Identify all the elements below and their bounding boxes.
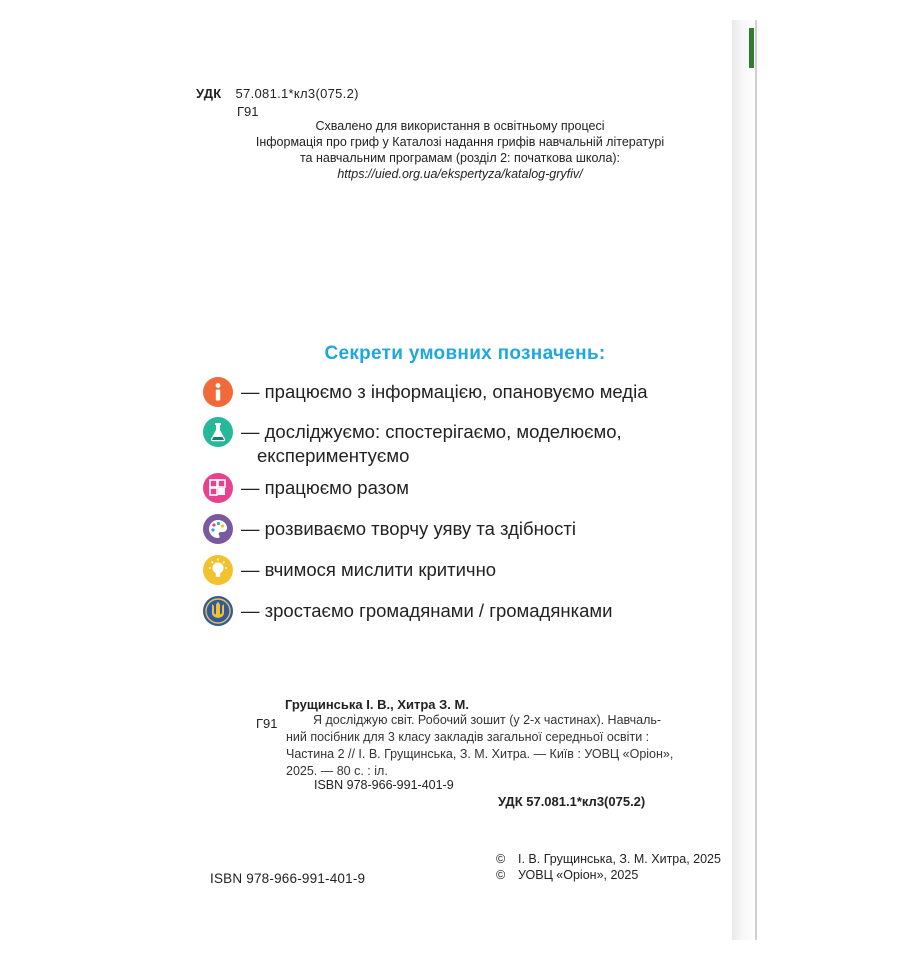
legend-text-info: — працюємо з інформацією, опановуємо медіа (241, 381, 648, 402)
bib-author: Грущинська І. В., Хитра З. М. (285, 697, 469, 712)
legend-text-together: — працюємо разом (241, 477, 409, 498)
bib-description (286, 712, 686, 780)
legend-text-research (241, 417, 622, 468)
g91-code: Г91 (237, 104, 259, 119)
approval-line-3: та навчальним програмам (розділ 2: початкова школа): (299, 151, 621, 165)
bib-line-1: Я досліджую світ. Робочий зошит (у 2-х частинах). Навчаль- (313, 713, 662, 727)
legend-text-citizens: — зростаємо громадянами / громадянками (241, 600, 613, 621)
approval-line-1: Схвалено для використання в освітньому процесі (315, 119, 605, 133)
bib-line-4: 2025. — 80 с. : іл. (286, 764, 388, 778)
catalog-url-link[interactable]: https://uied.org.ua/ekspertyza/katalog-gryfiv/ (337, 167, 583, 181)
legend-text-critical: — вчимося мислити критично (241, 559, 497, 580)
approval-line-2: Інформація про гриф у Каталозі надання грифів навчальній літературі (255, 135, 665, 149)
udk-code: 57.081.1*кл3(075.2) (235, 86, 359, 101)
info-icon (203, 377, 233, 407)
green-tab-marker (749, 28, 754, 68)
legend-item-research (203, 417, 723, 468)
legend-text-research-line1: — досліджуємо: спостерігаємо, моделюємо, (241, 421, 622, 442)
copyright-symbol: © (496, 852, 506, 866)
copyright-authors-text: І. В. Грущинська, З. М. Хитра, 2025 (518, 852, 721, 866)
legend-item-critical (203, 555, 723, 585)
copyright-authors (496, 852, 721, 866)
legend-text-creativity: — розвиваємо творчу уяву та здібності (241, 518, 576, 539)
bib-line-2: ний посібник для 3 класу закладів загальної середньої освіти : (286, 730, 650, 744)
bib-g91-code: Г91 (256, 716, 278, 731)
legend-item-together (203, 473, 723, 503)
legend-item-citizens (203, 596, 723, 626)
legend-item-creativity (203, 514, 723, 544)
puzzle-icon (203, 473, 233, 503)
legend-text-research-line2: експериментуємо (257, 445, 410, 466)
bib-line-3: Частина 2 // І. В. Грущинська, З. М. Хитра. — Київ : УОВЦ «Оріон», (286, 747, 674, 761)
page-edge-line (755, 20, 757, 940)
copyright-publisher (496, 868, 638, 882)
lightbulb-icon (203, 555, 233, 585)
bib-isbn: ISBN 978-966-991-401-9 (314, 778, 454, 792)
flask-icon (203, 417, 233, 447)
copyright-publisher-text: УОВЦ «Оріон», 2025 (518, 868, 639, 882)
udk-header (196, 86, 359, 101)
isbn-bottom: ISBN 978-966-991-401-9 (210, 871, 366, 886)
page-edge-shadow (732, 20, 756, 940)
palette-icon (203, 514, 233, 544)
legend-item-info (203, 377, 723, 407)
trident-icon (203, 596, 233, 626)
bib-udk: УДК 57.081.1*кл3(075.2) (498, 794, 646, 809)
symbol-legend (203, 372, 723, 626)
legend-title: Секрети умовних позначень: (324, 343, 606, 364)
copyright-symbol: © (496, 868, 506, 882)
approval-notice (240, 118, 680, 182)
udk-label: УДК (196, 86, 222, 101)
